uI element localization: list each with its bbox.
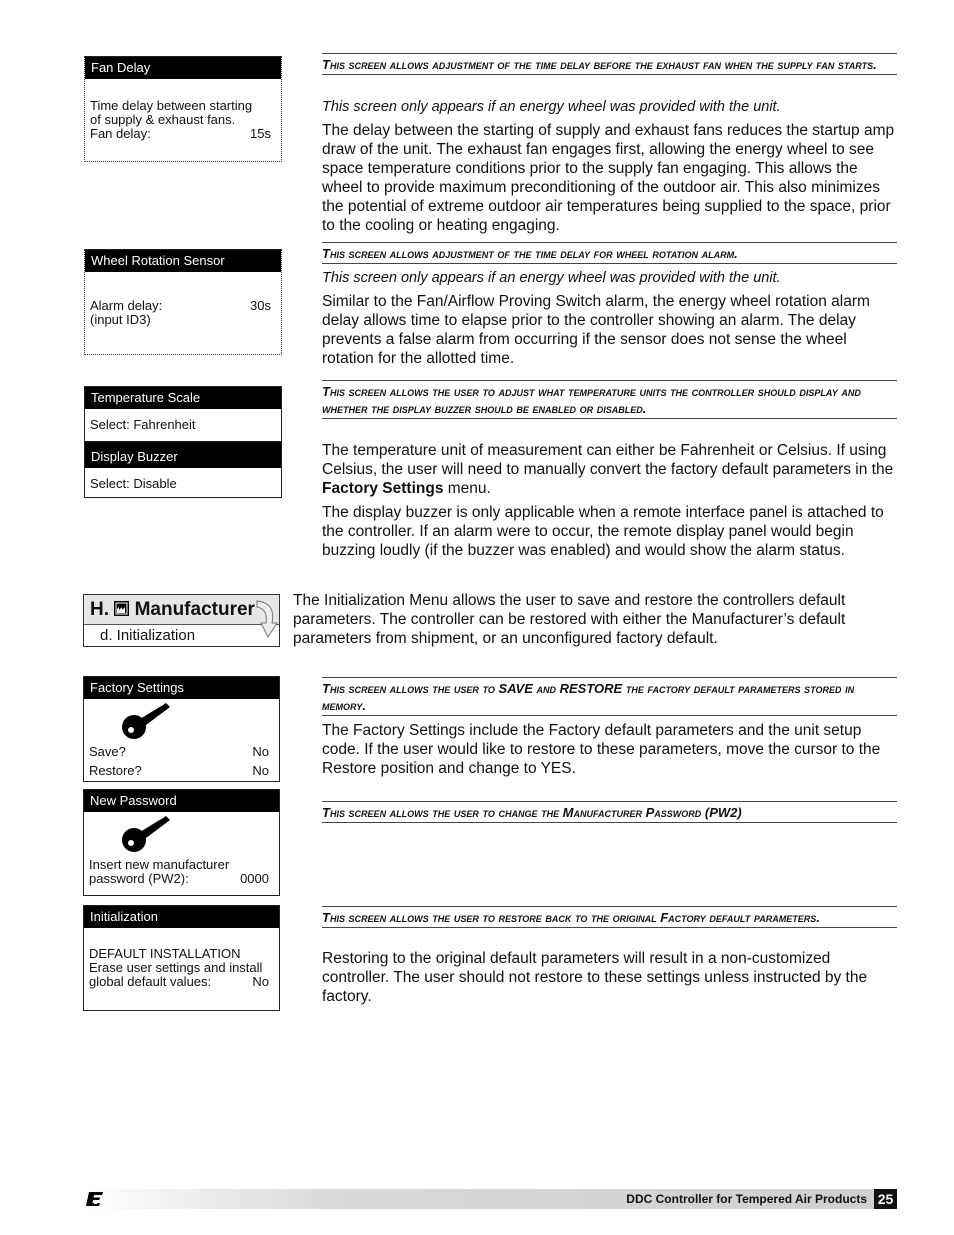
alarm-delay-label: Alarm delay: <box>90 298 163 313</box>
save-label: Save? <box>89 744 126 759</box>
alarm-delay-sub: (input ID3) <box>90 312 151 327</box>
wheel-rotation-title: Wheel Rotation Sensor <box>85 250 281 272</box>
save-value: No <box>252 744 269 759</box>
menu-letter: H. <box>90 599 109 620</box>
factory-settings-heading: This screen allows the user to SAVE and RESTORE the factory default parameters stored in memory. <box>322 677 897 716</box>
new-password-label: password (PW2): <box>89 871 189 886</box>
factory-settings-title: Factory Settings <box>84 677 279 699</box>
restore-label: Restore? <box>89 763 142 778</box>
fan-delay-value: 15s <box>250 126 271 141</box>
initialization-body: Restoring to the original default parameters will result in a non-customized controller. The user should not restore to these settings unless instructed by the factory. <box>322 950 868 1005</box>
initialization-line2: Erase user settings and install <box>89 960 263 975</box>
menu-title: Manufacturer <box>134 599 255 620</box>
initialization-value: No <box>252 974 269 989</box>
new-password-screen <box>83 789 280 896</box>
restore-value: No <box>252 763 269 778</box>
display-buzzer-screen <box>84 442 282 498</box>
new-password-heading: This screen allows the user to change the Manufacturer Password (PW2) <box>322 801 897 823</box>
temperature-scale-heading: This screen allows the user to adjust what temperature units the controller should display and whether the display buzzer should be enabled or disabled. <box>322 380 897 419</box>
temperature-scale-select: Select: Fahrenheit <box>90 417 196 432</box>
display-buzzer-body: The display buzzer is only applicable when a remote interface panel is attached to the controller. If an alarm were to occur, the remote display panel would begin buzzing loudly (if the buzzer was enabled) and would show the alarm status. <box>322 504 884 559</box>
menu-body: The Initialization Menu allows the user to save and restore the controllers default parameters. The controller can be restored with either the Manufacturer’s default parameters from shipment, or an unconfigured factory default. <box>293 592 846 647</box>
alarm-delay-value: 30s <box>250 298 271 313</box>
factory-settings-screen <box>83 676 280 782</box>
menu-sub: d. Initialization <box>100 627 196 644</box>
display-buzzer-title: Display Buzzer <box>85 442 281 468</box>
wheel-rotation-body: Similar to the Fan/Airflow Proving Switch alarm, the energy wheel rotation alarm delay allows time to elapse prior to the controller showing an alarm. The delay prevents a false alarm from occurring if the sensor does not sense the wheel rotation for the allotted time. <box>322 293 870 367</box>
initialization-label: global default values: <box>89 974 212 989</box>
wheel-rotation-note: This screen only appears if an energy wheel was provided with the unit. <box>322 270 781 286</box>
initialization-line1: DEFAULT INSTALLATION <box>89 946 241 961</box>
fan-delay-body: The delay between the starting of supply and exhaust fans reduces the startup amp draw of the unit. The exhaust fan engages first, allowing the energy wheel to see space temperature conditions prior to the supply fan engaging. This allows the wheel to provide maximum preconditioning of the outdoor air. This also minimizes the potential of extreme outdoor air temperatures being supplied to the space, prior to the cooling or heating engaging. <box>322 122 895 234</box>
fan-delay-title: Fan Delay <box>85 57 281 79</box>
key-icon <box>120 812 180 856</box>
new-password-value: 0000 <box>240 871 269 886</box>
fan-delay-label: Fan delay: <box>90 126 151 141</box>
wheel-rotation-heading: This screen allows adjustment of the time delay for wheel rotation alarm. <box>322 242 897 264</box>
footer <box>83 1189 897 1209</box>
page-number: 25 <box>874 1189 897 1209</box>
display-buzzer-select: Select: Disable <box>90 476 177 491</box>
new-password-title: New Password <box>84 790 279 812</box>
wheel-rotation-screen <box>84 249 282 355</box>
footer-text: DDC Controller for Tempered Air Products <box>626 1192 867 1206</box>
factory-settings-body: The Factory Settings include the Factory default parameters and the unit setup code. If the user would like to restore to these parameters, move the cursor to the Restore position and change to YES. <box>322 722 881 777</box>
initialization-heading: This screen allows the user to restore back to the original Factory default parameters. <box>322 906 897 928</box>
fan-delay-heading: This screen allows adjustment of the time delay before the exhaust fan when the supply fan starts. <box>322 53 897 75</box>
temperature-scale-title: Temperature Scale <box>85 387 281 409</box>
initialization-title: Initialization <box>84 906 279 928</box>
manufacturer-menu-box <box>83 594 280 647</box>
fan-delay-note: This screen only appears if an energy wheel was provided with the unit. <box>322 99 781 115</box>
fan-delay-line2: of supply & exhaust fans. <box>90 112 236 127</box>
temperature-scale-body1: The temperature unit of measurement can either be Fahrenheit or Celsius. If using Celsius, the user will need to manually convert the factory default parameters in the Factory Settings menu. <box>322 442 894 497</box>
curved-arrow-icon <box>254 597 280 641</box>
initialization-screen <box>83 905 280 1011</box>
fan-delay-line1: Time delay between starting <box>90 98 253 113</box>
new-password-line1: Insert new manufacturer <box>89 857 230 872</box>
temperature-scale-screen <box>84 386 282 442</box>
fan-delay-screen <box>84 56 282 162</box>
factory-icon <box>114 601 129 616</box>
key-icon <box>120 699 180 743</box>
company-logo-icon <box>85 1191 105 1207</box>
